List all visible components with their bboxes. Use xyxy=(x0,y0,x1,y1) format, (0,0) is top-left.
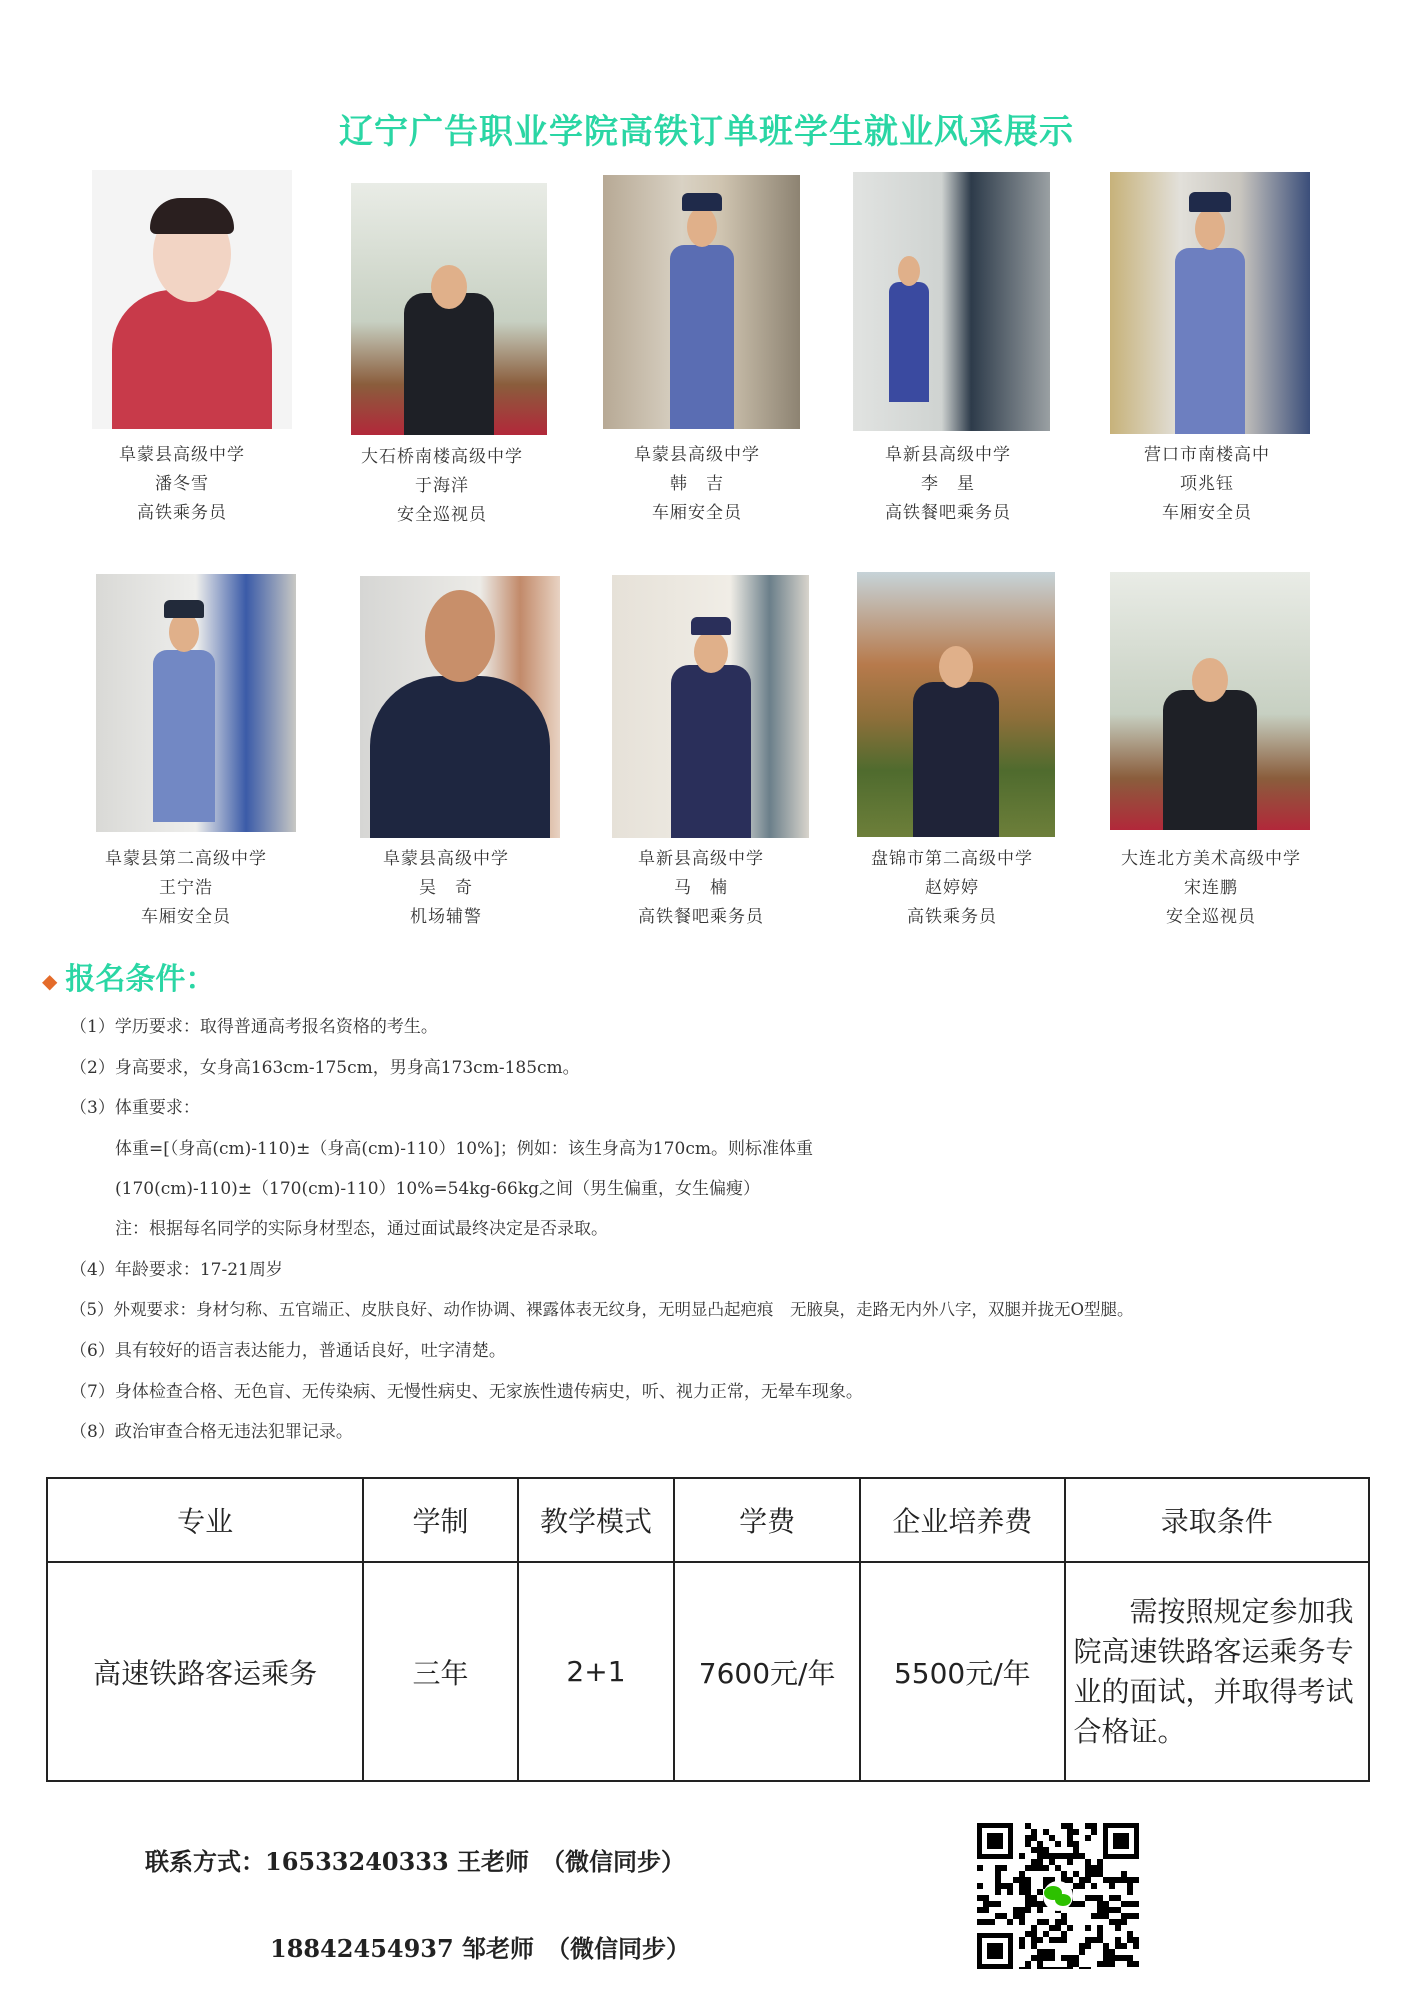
student-photo xyxy=(853,172,1050,431)
student-photo xyxy=(360,576,560,838)
student-job: 高铁乘务员 xyxy=(907,907,997,927)
cell-duration: 三年 xyxy=(363,1562,518,1781)
header-duration: 学制 xyxy=(363,1478,518,1562)
student-caption xyxy=(818,441,1078,528)
contact-line-2: 18842454937 邹老师 （微信同步） xyxy=(270,1934,691,1963)
wechat-qr-code-icon xyxy=(977,1823,1139,1969)
header-enterprise-fee: 企业培养费 xyxy=(860,1478,1064,1562)
student-photo xyxy=(351,183,547,435)
student-caption xyxy=(571,845,831,932)
student-job: 安全巡视员 xyxy=(397,505,487,525)
student-photo xyxy=(1110,172,1310,434)
student-name: 项兆钰 xyxy=(1180,474,1234,494)
requirement-line: （4）年龄要求：17-21周岁 xyxy=(70,1260,283,1280)
student-caption xyxy=(312,443,572,530)
student-caption xyxy=(822,845,1082,932)
cell-admission: 需按照规定参加我院高速铁路客运乘务专业的面试，并取得考试合格证。 xyxy=(1065,1562,1369,1781)
student-school: 大石桥南楼高级中学 xyxy=(361,447,523,467)
student-caption xyxy=(1077,441,1337,528)
requirement-line: （6）具有较好的语言表达能力，普通话良好，吐字清楚。 xyxy=(70,1341,506,1361)
cell-major: 高速铁路客运乘务 xyxy=(47,1562,363,1781)
table-row xyxy=(47,1562,1369,1781)
student-school: 阜新县高级中学 xyxy=(885,445,1011,465)
student-job: 车厢安全员 xyxy=(1162,503,1252,523)
student-job: 高铁餐吧乘务员 xyxy=(638,907,764,927)
requirement-line: (170(cm)-110)±（170(cm)-110）10%=54kg-66kg之间（男生偏重，女生偏瘦） xyxy=(115,1179,761,1199)
student-name: 韩 吉 xyxy=(670,474,724,494)
student-school: 阜新县高级中学 xyxy=(638,849,764,869)
student-photo xyxy=(612,575,809,838)
student-school: 阜蒙县高级中学 xyxy=(634,445,760,465)
requirement-line: 体重=[（身高(cm)-110)±（身高(cm)-110）10%]；例如：该生身高为170cm。则标准体重 xyxy=(115,1139,813,1159)
student-name: 马 楠 xyxy=(674,878,728,898)
page-title: 辽宁广告职业学院高铁订单班学生就业风采展示 xyxy=(339,112,1074,152)
header-tuition: 学费 xyxy=(674,1478,860,1562)
student-photo xyxy=(92,170,292,429)
student-job: 高铁乘务员 xyxy=(137,503,227,523)
student-school: 阜蒙县高级中学 xyxy=(383,849,509,869)
student-name: 赵婷婷 xyxy=(925,878,979,898)
student-photo xyxy=(603,175,800,429)
student-caption xyxy=(567,441,827,528)
student-name: 于海洋 xyxy=(415,476,469,496)
program-table xyxy=(46,1477,1370,1782)
student-school: 大连北方美术高级中学 xyxy=(1121,849,1301,869)
student-name: 宋连鹏 xyxy=(1184,878,1238,898)
requirement-line: （5）外观要求：身材匀称、五官端正、皮肤良好、动作协调、裸露体表无纹身，无明显凸起疤痕 无腋臭，走路无内外八字，双腿并拢无O型腿。 xyxy=(70,1300,1134,1319)
student-name: 王宁浩 xyxy=(159,878,213,898)
student-name: 潘冬雪 xyxy=(155,474,209,494)
cell-teaching-mode: 2+1 xyxy=(518,1562,674,1781)
student-school: 盘锦市第二高级中学 xyxy=(871,849,1033,869)
requirement-line: （8）政治审查合格无违法犯罪记录。 xyxy=(70,1422,353,1442)
student-job: 安全巡视员 xyxy=(1166,907,1256,927)
section-heading xyxy=(42,954,215,998)
student-caption xyxy=(1081,845,1341,932)
student-name: 吴 奇 xyxy=(419,878,473,898)
student-job: 机场辅警 xyxy=(410,907,482,927)
cell-enterprise-fee: 5500元/年 xyxy=(860,1562,1064,1781)
student-job: 车厢安全员 xyxy=(141,907,231,927)
student-caption xyxy=(52,441,312,528)
section-title: 报名条件： xyxy=(65,962,216,997)
requirement-line: （2）身高要求，女身高163cm-175cm，男身高173cm-185cm。 xyxy=(70,1058,580,1078)
student-school: 阜蒙县第二高级中学 xyxy=(105,849,267,869)
table-header-row xyxy=(47,1478,1369,1562)
requirement-line: （3）体重要求： xyxy=(70,1098,200,1118)
requirement-line: （7）身体检查合格、无色盲、无传染病、无慢性病史、无家族性遗传病史，听、视力正常，无晕车现象。 xyxy=(70,1382,863,1402)
diamond-bullet-icon: ◆ xyxy=(42,968,58,993)
student-school: 阜蒙县高级中学 xyxy=(119,445,245,465)
student-school: 营口市南楼高中 xyxy=(1144,445,1270,465)
student-name: 李 星 xyxy=(921,474,975,494)
requirement-line: （1）学历要求：取得普通高考报名资格的考生。 xyxy=(70,1017,438,1037)
cell-tuition: 7600元/年 xyxy=(674,1562,860,1781)
student-caption xyxy=(56,845,316,932)
student-photo xyxy=(857,572,1055,837)
header-admission: 录取条件 xyxy=(1065,1478,1369,1562)
student-photo xyxy=(96,574,296,832)
student-job: 高铁餐吧乘务员 xyxy=(885,503,1011,523)
student-caption xyxy=(316,845,576,932)
header-teaching-mode: 教学模式 xyxy=(518,1478,674,1562)
student-photo xyxy=(1110,572,1310,830)
requirement-line: 注：根据每名同学的实际身材型态，通过面试最终决定是否录取。 xyxy=(115,1219,608,1239)
contact-line-1: 联系方式：16533240333 王老师 （微信同步） xyxy=(145,1847,686,1876)
header-major: 专业 xyxy=(47,1478,363,1562)
student-job: 车厢安全员 xyxy=(652,503,742,523)
